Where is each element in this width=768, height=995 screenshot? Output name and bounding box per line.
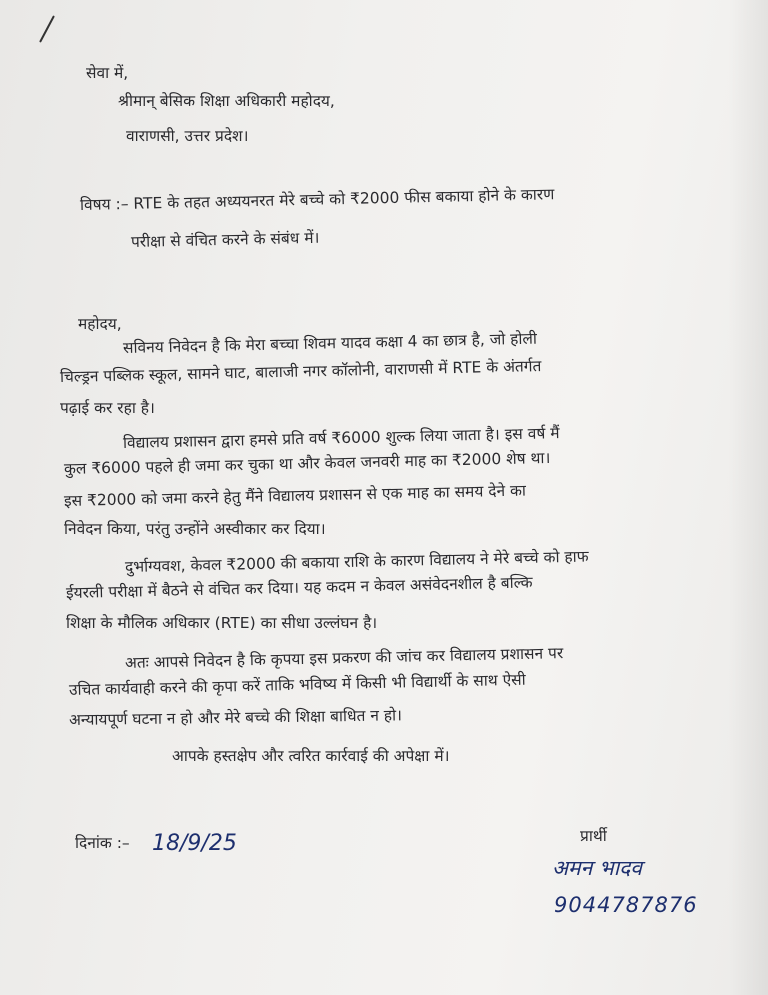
- paragraph-2-line: निवेदन किया, परंतु उन्होंने अस्वीकार कर दिया।: [64, 520, 326, 538]
- paragraph-3-line: ईयरली परीक्षा में बैठने से वंचित कर दिया। यह कदम न केवल असंवेदनशील है बल्कि: [65, 573, 533, 602]
- paragraph-4-line: अन्यायपूर्ण घटना न हो और मेरे बच्चे की शिक्षा बाधित न हो।: [68, 706, 403, 729]
- paragraph-1-line: चिल्ड्रन पब्लिक स्कूल, सामने घाट, बालाजी नगर कॉलोनी, वाराणसी में RTE के अंतर्गत: [59, 357, 542, 386]
- paragraph-1-line: सविनय निवेदन है कि मेरा बच्चा शिवम यादव कक्षा 4 का छात्र है, जो होली: [122, 329, 538, 357]
- closing-line: आपके हस्तक्षेप और त्वरित कार्रवाई की अपेक्षा में।: [172, 747, 450, 765]
- paragraph-3-line: दुर्भाग्यवश, केवल ₹2000 की बकाया राशि के कारण विद्यालय ने मेरे बच्चे को हाफ: [124, 547, 589, 576]
- greeting: महोदय,: [78, 315, 122, 333]
- subject-line-2: परीक्षा से वंचित करने के संबंध में।: [130, 228, 320, 251]
- paragraph-3-line: शिक्षा के मौलिक अधिकार (RTE) का सीधा उल्लंघन है।: [66, 614, 378, 632]
- subject-line-1: विषय :– RTE के तहत अध्ययनरत मेरे बच्चे को ₹2000 फीस बकाया होने के कारण: [79, 185, 555, 214]
- paragraph-2-line: विद्यालय प्रशासन द्वारा हमसे प्रति वर्ष ₹6000 शुल्क लिया जाता है। इस वर्ष मैं: [122, 424, 560, 452]
- applicant-label: प्रार्थी: [580, 827, 607, 845]
- paragraph-2-line: कुल ₹6000 पहले ही जमा कर चुका था और केवल जनवरी माह का ₹2000 शेष था।: [63, 448, 551, 478]
- salutation-to: सेवा में,: [86, 64, 129, 82]
- paragraph-4-line: अतः आपसे निवेदन है कि कृपया इस प्रकरण की जांच कर विद्यालय प्रशासन पर: [124, 644, 564, 672]
- paragraph-4-line: उचित कार्यवाही करने की कृपा करें ताकि भविष्य में किसी भी विद्यार्थी के साथ ऐसी: [68, 670, 526, 699]
- date-value: 18/9/25: [152, 831, 237, 856]
- paragraph-2-line: इस ₹2000 को जमा करने हेतु मैंने विद्यालय प्रशासन से एक माह का समय देने का: [63, 481, 527, 510]
- recipient: श्रीमान् बेसिक शिक्षा अधिकारी महोदय,: [118, 92, 335, 110]
- date-label: दिनांक :–: [75, 834, 130, 852]
- paragraph-1-line: पढ़ाई कर रहा है।: [60, 399, 155, 417]
- signature-name: अमन भादव: [552, 856, 642, 880]
- phone-number: 9044787876: [554, 893, 698, 917]
- pen-mark: [39, 15, 55, 42]
- recipient-address: वाराणसी, उत्तर प्रदेश।: [126, 127, 249, 145]
